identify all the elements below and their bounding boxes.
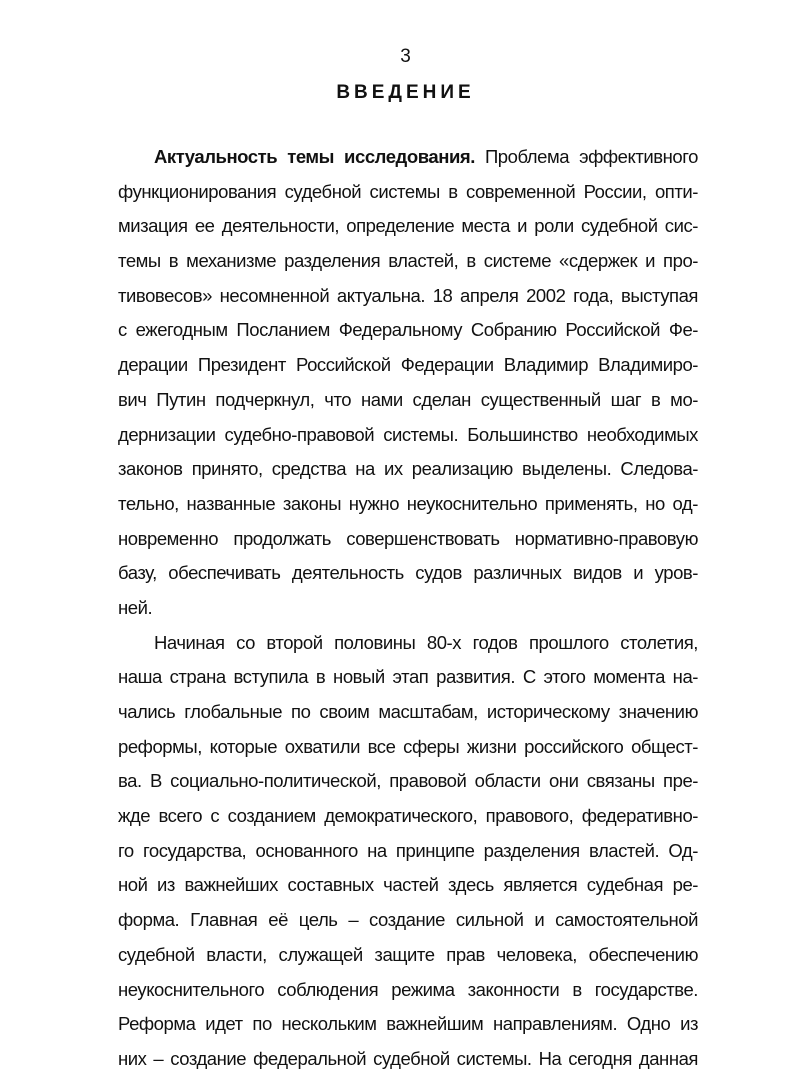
page-number: 3 (400, 46, 411, 67)
text-line: базу, обеспечивать деятельность судов различных видов и уров- (118, 562, 698, 584)
section-title: ВВЕДЕНИЕ (336, 82, 475, 103)
text-line: темы в механизме разделения властей, в системе «сдержек и про- (118, 250, 698, 272)
text-line: вич Путин подчеркнул, что нами сделан существенный шаг в мо- (118, 388, 698, 410)
text-line: мизация ее деятельности, определение места и роли судебной сис- (118, 215, 698, 237)
text-line: Реформа идет по нескольким важнейшим направлениям. Одно из (118, 1013, 698, 1035)
text-line: дернизации судебно-правовой системы. Большинство необходимых (118, 423, 698, 445)
text-line: реформы, которые охватили все сферы жизни российского общест- (118, 735, 698, 757)
text-line: го государства, основанного на принципе разделения властей. Од- (118, 839, 698, 861)
text-line: функционирования судебной системы в современной России, опти- (118, 180, 698, 202)
text-span: Проблема эффективного (474, 146, 698, 167)
text-line: судебной власти, служащей защите прав человека, обеспечению (118, 943, 698, 965)
lead-heading: Актуальность темы исследования. (154, 146, 475, 167)
text-line: новременно продолжать совершенствовать нормативно-правовую (118, 527, 698, 549)
text-line: жде всего с созданием демократического, правового, федеративно- (118, 805, 698, 827)
text-line: законов принято, средства на их реализацию выделены. Следова- (118, 458, 698, 480)
text-line: чались глобальные по своим масштабам, историческому значению (118, 701, 698, 722)
text-line: ной из важнейших составных частей здесь является судебная ре- (118, 874, 698, 896)
text-line: форма. Главная её цель – создание сильной и самостоятельной (118, 909, 698, 931)
text-line: наша страна вступила в новый этап развития. С этого момента на- (118, 666, 698, 688)
text-line: тельно, названные законы нужно неукоснительно применять, но од- (118, 492, 698, 514)
text-line: неукоснительного соблюдения режима законности в государстве. (118, 978, 698, 1000)
text-line: ва. В социально-политической, правовой области они связаны пре- (118, 770, 698, 792)
text-line: с ежегодным Посланием Федеральному Собранию Российской Фе- (118, 319, 698, 341)
text-line: Начиная со второй половины 80-х годов прошлого столетия, (154, 631, 698, 653)
text-line: ней. (118, 596, 153, 618)
body-text (118, 142, 698, 1079)
text-line: тивовесов» несомненной актуальна. 18 апреля 2002 года, выступая (118, 284, 698, 306)
text-line: дерации Президент Российской Федерации Владимир Владимиро- (118, 354, 698, 376)
text-line (118, 142, 698, 177)
text-line: них – создание федеральной судебной системы. На сегодня данная (118, 1047, 698, 1069)
